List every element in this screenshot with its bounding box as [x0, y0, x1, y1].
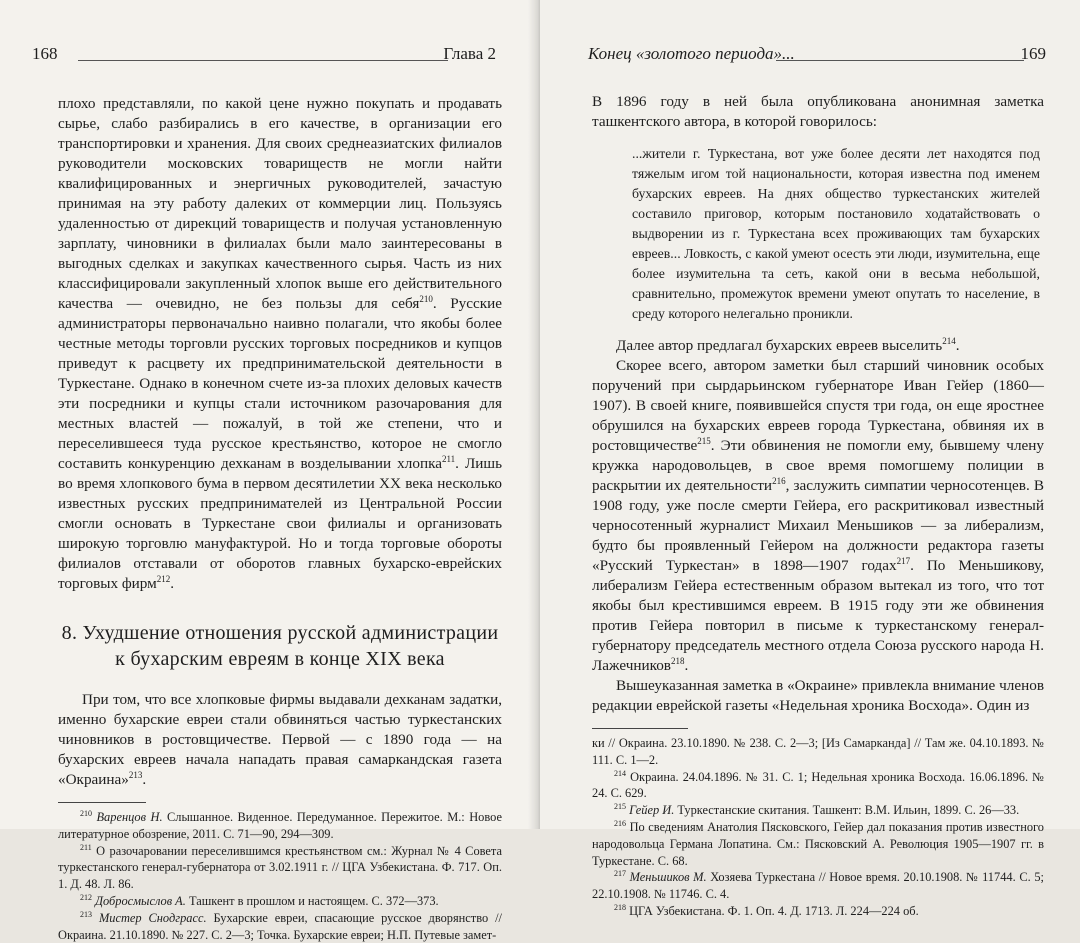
footnote-ref: 218: [670, 655, 685, 666]
paragraph: Далее автор предлагал бухарских евреев выселить$^{214}$.: [616, 335, 960, 354]
footnote-ref: 211: [441, 453, 456, 464]
footnote: $^{210}$ Варенцов Н. Слышанное. Виденное. Передуманное. Пережитое. М.: Новое литературное обозрение, 2011. С. 71—90, 294—309.: [58, 808, 502, 841]
left-body: [58, 94, 502, 943]
section-heading: 8. Ухудшение отношения русской администрации к бухарским евреям в конце XIX века: [61, 622, 499, 670]
running-title: Конец «золотого периода»...: [588, 44, 795, 63]
footnote-separator: [592, 728, 688, 729]
footnote: $^{218}$ ЦГА Узбекистана. Ф. 1. Оп. 4. Д. 1713. Л. 224—224 об.: [614, 902, 919, 918]
header-rule-right: [776, 60, 1024, 61]
block-quote: ...жители г. Туркестана, вот уже более десяти лет находятся под тяжелым игом той национальности, которая известна под именем бухарских евреев. На днях общество туркестанских жителей составило приговор, которым постановило ходатайствовать о выдворении из г. Туркестана всех проживающих там бухарских евреев... Ловкость, с какой умеют осесть эти люди, изумительна, еще более изумительна та сеть, какой они в весьма небольшой, сравнительно, промежуток времени умеют опутать то население, в среду которого нелегально проникли.: [632, 146, 1040, 321]
page-number-right: 169: [1020, 44, 1046, 63]
footnote-ref: 216: [772, 475, 786, 486]
footnote-ref: 213: [128, 769, 143, 780]
paragraph: Вышеуказанная заметка в «Окраине» привлекла внимание членов редакции еврейской газеты «Недельная хроника Восхода». Один из: [592, 677, 1044, 714]
footnote: $^{215}$ Гейер И. Туркестанские скитания. Ташкент: В.М. Ильин, 1899. С. 26—33.: [614, 802, 1020, 818]
footnotes-left: [58, 809, 502, 943]
footnotes-right: [592, 735, 1044, 920]
page-number-left: 168: [32, 44, 58, 63]
paragraph: Скорее всего, автором заметки был старший чиновник особых поручений при сырдарьинском губернаторе Иван Гейер (1860—1907). В своей книге, появившейся спустя три года, он еще яростнее обрушился на бухарских евреев города Туркестана, обвиняя их в ростовщичестве$^{215}$. Эти обвинения не помогли ему, бывшему члену кружка народовольцев, в свое время помогшему полиции в раскрытии их деятельности$^{216}$, заслужить симпатии черносотенцев. В 1908 году, уже после смерти Гейера, его раскритиковал известный черносотенный журналист Михаил Меньшиков — за либерализм, будто бы проявленный Гейером на должности редактора газеты «Русский Туркестан» в 1898—1907 годах$^{217}$. По Меньшикову, либерализм Гейера естественным образом вытекал из того, что тот якобы был крестившимся евреем. В 1915 году эти же обвинения против Гейера повторил в письме к туркестанскому генерал-губернатору председатель местного отдела Союза русского народа Н. Лажечников$^{218}$.: [592, 357, 1045, 674]
footnote: $^{213}$ Мистер Снодграсс. Бухарские евреи, спасающие русское дворянство // Окраина. 21.10.1890. № 227. С. 2—3; Точка. Бухарские евреи; Н.П. Путевые замет-: [58, 909, 502, 942]
left-page: [0, 0, 536, 942]
chapter-title: Глава 2: [443, 44, 496, 63]
footnote: $^{212}$ Добросмыслов А. Ташкент в прошлом и настоящем. С. 372—373.: [80, 892, 439, 908]
footnote-ref: 215: [697, 435, 711, 446]
right-page: [540, 0, 1080, 918]
right-body: [592, 92, 1044, 920]
header-rule-left: [78, 60, 448, 61]
footnote-ref: 214: [942, 335, 956, 346]
footnote-ref: 217: [896, 555, 911, 566]
footnote: $^{216}$ По сведениям Анатолия Пясковского, Гейер дал показания против известного народовольца Германа Лопатина. См.: Пясковский А. Революция 1905—1907 гг. в Туркестане. С. 68.: [592, 818, 1044, 868]
footnote: $^{211}$ О разочаровании переселившимся крестьянством см.: Журнал № 4 Совета туркестанского генерал-губернатора от 3.02.1911 г. // ЦГА Узбекистана. Ф. 717. Оп. 1. Д. 48. Л. 86.: [58, 842, 502, 892]
paragraph: плохо представляли, по какой цене нужно покупать и продавать сырье, слабо разбирались в его качестве, в организации его транспортировки и хранения. Для своих среднеазиатских филиалов руководители московских товариществ не могли найти квалифицированных и энергичных руководителей, зачастую принимая на эту работу далеких от коммерции лиц. Пользуясь удаленностью от дирекций товариществ и получая установленную зарплату, чиновники в филиалах были мало заинтересованы в выгодных сделках и закупках качественного сырья. Часть из них классифицировали закупленный хлопок выше его действительного качества — очевидно, не без пользы для себя$^{210}$. Русские администраторы первоначально наивно полагали, что якобы более честные методы торговли русских торговых посредников и купцов приведут к расцвету их предпринимательской деятельности в Туркестане. Однако в конечном счете из-за плохих деловых качеств эти посредники и купцы стали источником разочарования для местных властей — пожалуй, в той же степени, что и переселившееся туда русское крестьянство, которое не смогло составить конкуренцию дехканам в возделывании хлопка$^{211}$. Лишь во время хлопкового бума в первом десятилетии XX века несколько известных русских предпринимателей из Центральной России смогли основать в Туркестане свои филиалы и организовать широкую торговлю мануфактурой. Но и тогда торговые обороты филиалов отставали от оборотов главных бухарско-еврейских торговых фирм$^{212}$.: [58, 95, 502, 592]
paragraph: При том, что все хлопковые фирмы выдавали дехканам задатки, именно бухарские евреи стали обвиняться частью туркестанских чиновников в ростовщичестве. Первой — с 1890 года — на бухарских евреев начала нападать правая самаркандская газета «Окраина»$^{213}$.: [58, 691, 502, 788]
footnote: $^{214}$ Окраина. 24.04.1896. № 31. С. 1; Недельная хроника Восхода. 16.06.1896. № 24. С. 629.: [592, 768, 1044, 801]
footnote-ref: 212: [156, 573, 171, 584]
paragraph: В 1896 году в ней была опубликована анонимная заметка ташкентского автора, в которой говорилось:: [592, 93, 1044, 130]
footnote: ки // Окраина. 23.10.1890. № 238. С. 2—3; [Из Самарканда] // Там же. 04.10.1893. № 111. С. 1—2.: [592, 736, 1044, 767]
footnote-separator: [58, 802, 146, 803]
footnote-ref: 210: [419, 293, 433, 304]
footnote: $^{217}$ Меньшиков М. Хозяева Туркестана // Новое время. 20.10.1908. № 11744. С. 5; 22.10.1908. № 11746. С. 4.: [592, 869, 1044, 902]
